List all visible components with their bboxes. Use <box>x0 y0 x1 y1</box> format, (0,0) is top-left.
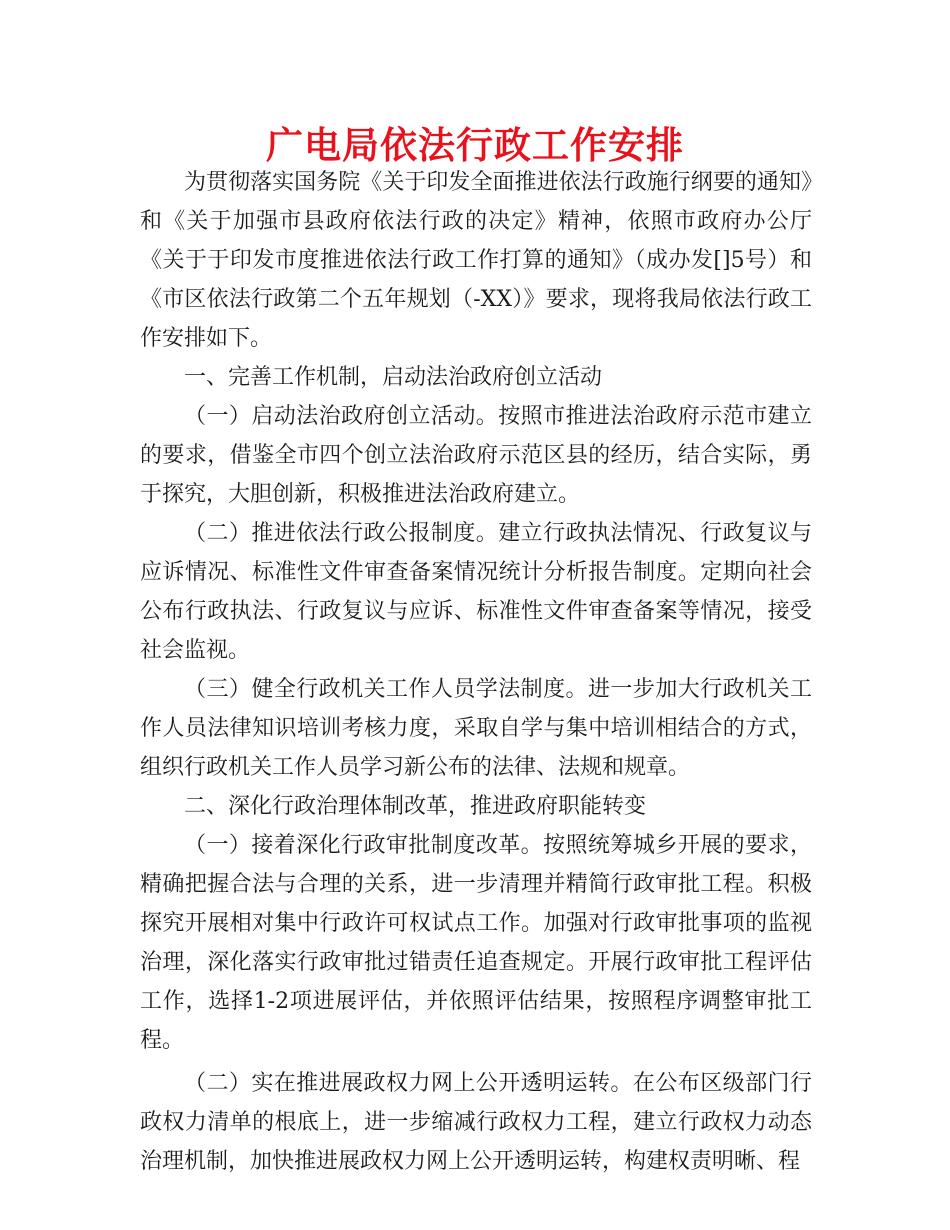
section-heading-2: 二、深化行政治理体制改革，推进政府职能转变 <box>184 794 647 819</box>
document-title: 广电局依法行政工作安排 <box>266 124 684 167</box>
paragraph-2-1: （一）接着深化行政审批制度改革。按照统筹城乡开展的要求，精确把握合法与合理的关系，进一步清理并精简行政审批工程。积极探究开展相对集中行政许可权试点工作。加强对行政审批事项的监视治理，深化落实行政审批过错责任追查规定。开展行政审批工程评估工作，选择1-2项进展评估，并依照评估结果，按照程序调整审批工程。 <box>140 833 812 1053</box>
paragraph-1-2: （二）推进依法行政公报制度。建立行政执法情况、行政复议与应诉情况、标准性文件审查备案情况统计分析报告制度。定期向社会公布行政执法、行政复议与应诉、标准性文件审查备案等情况，接受社会监视。 <box>140 521 812 663</box>
document-body <box>140 163 812 1181</box>
paragraph-intro: 为贯彻落实国务院《关于印发全面推进依法行政施行纲要的通知》和《关于加强市县政府依法行政的决定》精神，依照市政府办公厅《关于于印发市度推进依法行政工作打算的通知》（成办发[]5号）和《市区依法行政第二个五年规划（-XX）》要求，现将我局依法行政工作安排如下。 <box>140 170 812 351</box>
section-heading-1: 一、完善工作机制，启动法治政府创立活动 <box>184 365 603 390</box>
paragraph-1-1: （一）启动法治政府创立活动。按照市推进法治政府示范市建立的要求，借鉴全市四个创立法治政府示范区县的经历，结合实际，勇于探究，大胆创新，积极推进法治政府建立。 <box>140 404 812 507</box>
paragraph-2-2: （二）实在推进展政权力网上公开透明运转。在公布区级部门行政权力清单的根底上，进一步缩减行政权力工程，建立行政权力动态治理机制，加快推进展政权力网上公开透明运转，构建权责明晰、程 <box>140 1071 812 1174</box>
paragraph-1-3: （三）健全行政机关工作人员学法制度。进一步加大行政机关工作人员法律知识培训考核力度，采取自学与集中培训相结合的方式，组织行政机关工作人员学习新公布的法律、法规和规章。 <box>140 677 812 780</box>
